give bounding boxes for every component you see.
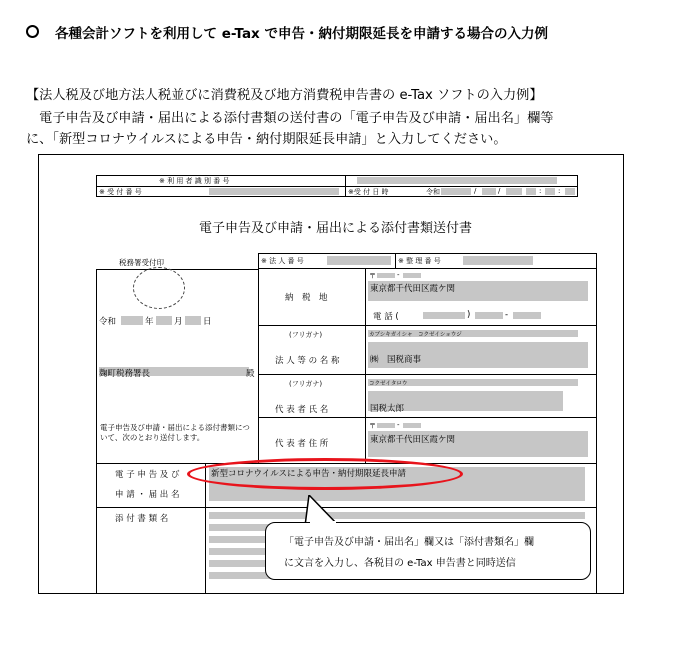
rep-name-value: 国税太郎 bbox=[370, 404, 405, 414]
receipt-era: 令和 bbox=[426, 188, 440, 196]
tax-office-suffix: 殿 bbox=[246, 369, 255, 379]
rep-furigana-label: (フリガナ) bbox=[289, 380, 323, 388]
date-year-label: 年 bbox=[145, 317, 154, 327]
intro-line-2: 電子申告及び申請・届出による添付書類の送付書の「電子申告及び申請・届出名」欄等 bbox=[26, 111, 554, 126]
address-label: 納 税 地 bbox=[285, 293, 328, 303]
intro-line-1: 【法人税及び地方法人税並びに消費税及び地方消費税申告書の e-Tax ソフトの入力例】 bbox=[26, 88, 543, 103]
heading-text: 各種会計ソフトを利用して e-Tax で申告・納付期限延長を申請する場合の入力例 bbox=[55, 26, 548, 42]
intro-line-3: に、「新型コロナウイルスによる申告・納付期限延長申請」と入力してください。 bbox=[26, 132, 507, 147]
highlight-ellipse bbox=[187, 458, 463, 490]
rep-address-label: 代 表 者 住 所 bbox=[275, 439, 329, 449]
rep-name-kana: コクゼイタロウ bbox=[369, 381, 408, 387]
stamp-label: 税務署受付印 bbox=[119, 258, 164, 267]
corp-name-label: 法 人 等 の 名 称 bbox=[275, 356, 340, 366]
corp-name-value: ㈱ 国税商事 bbox=[370, 355, 422, 365]
callout-line-2: に文言を入力し、各税目の e-Tax 申告書と同時送信 bbox=[284, 558, 516, 569]
date-day-label: 日 bbox=[203, 317, 212, 327]
main-table-left-edge bbox=[96, 269, 97, 593]
rep-name-label: 代 表 者 氏 名 bbox=[275, 405, 329, 415]
tax-office-name: 麹町税務署長 bbox=[99, 369, 151, 379]
application-label-line-1: 電 子 申 告 及 び bbox=[115, 470, 180, 480]
user-id-label: ※ 利 用 者 識 別 番 号 bbox=[159, 177, 230, 185]
attachment-label: 添 付 書 類 名 bbox=[115, 514, 169, 524]
receipt-number-label: ※ 受 付 番 号 bbox=[99, 188, 142, 196]
attachment-line-1 bbox=[209, 512, 585, 519]
application-label-line-2: 申 請 ・ 届 出 名 bbox=[115, 490, 180, 500]
section-heading bbox=[26, 22, 548, 42]
ref-number-label: ※ 整 理 番 号 bbox=[398, 257, 441, 265]
form-example-frame: ※ 利 用 者 識 別 番 号 ※ 受 付 番 号 ※受 付 日 時 令和 / / : : 電子申告及び申請・届出による添付書類送付書 税務署受付印 令和 年 月 日 麹町税務署長 殿 電子申告及び申請・届出による添付書類について、次のとおり送付します。 ※ 法 人 番 号 ※ 整 理 番 号 納 税 地 〒 - 東京都千代田区霞ケ関 電 話 ( ) - (フリガナ) 法 人 等 の 名 称 カブシキガイシャ コクゼイショウジ ㈱ 国税商事 (フリガナ) 代 表 者 氏 名 コクゼイタロウ 国税太郎 代 表 者 住 所 〒 - 東京都千代田区霞ケ関 電 子 申 告 及 び 申 請 ・ 届 出 名 新型コロナウイルスによる申告・納付期限延長申請 添 付 書 類 名 「電子申告及び申請・届出名」欄又は「添付書類名」欄 に文言を入力し、各税目の e-Tax 申告書と同時送信 bbox=[38, 154, 624, 594]
callout-line-1: 「電子申告及び申請・届出名」欄又は「添付書類名」欄 bbox=[284, 537, 534, 548]
rep-address-value: 東京都千代田区霞ケ関 bbox=[370, 435, 456, 445]
corp-name-kana: カブシキガイシャ コクゼイショウジ bbox=[369, 332, 462, 338]
stamp-circle bbox=[133, 267, 185, 309]
callout-box bbox=[265, 522, 591, 580]
application-name-value: 新型コロナウイルスによる申告・納付期限延長申請 bbox=[211, 469, 406, 479]
receipt-number-value bbox=[209, 188, 339, 195]
date-month-label: 月 bbox=[174, 317, 183, 327]
receipt-date-label: ※受 付 日 時 bbox=[348, 188, 389, 196]
phone-label: 電 話 ( bbox=[373, 312, 399, 322]
form-title: 電子申告及び申請・届出による添付書類送付書 bbox=[199, 221, 473, 236]
date-era: 令和 bbox=[99, 317, 117, 327]
circle-bullet-icon bbox=[26, 25, 39, 38]
user-id-value bbox=[357, 177, 557, 184]
corp-furigana-label: (フリガナ) bbox=[289, 331, 323, 339]
corp-number-value bbox=[327, 256, 391, 265]
ref-number-value bbox=[463, 256, 533, 265]
corp-number-label: ※ 法 人 番 号 bbox=[261, 257, 304, 265]
address-value: 東京都千代田区霞ケ関 bbox=[370, 284, 456, 294]
note-text: 電子申告及び申請・届出による添付書類について、次のとおり送付します。 bbox=[100, 423, 250, 442]
